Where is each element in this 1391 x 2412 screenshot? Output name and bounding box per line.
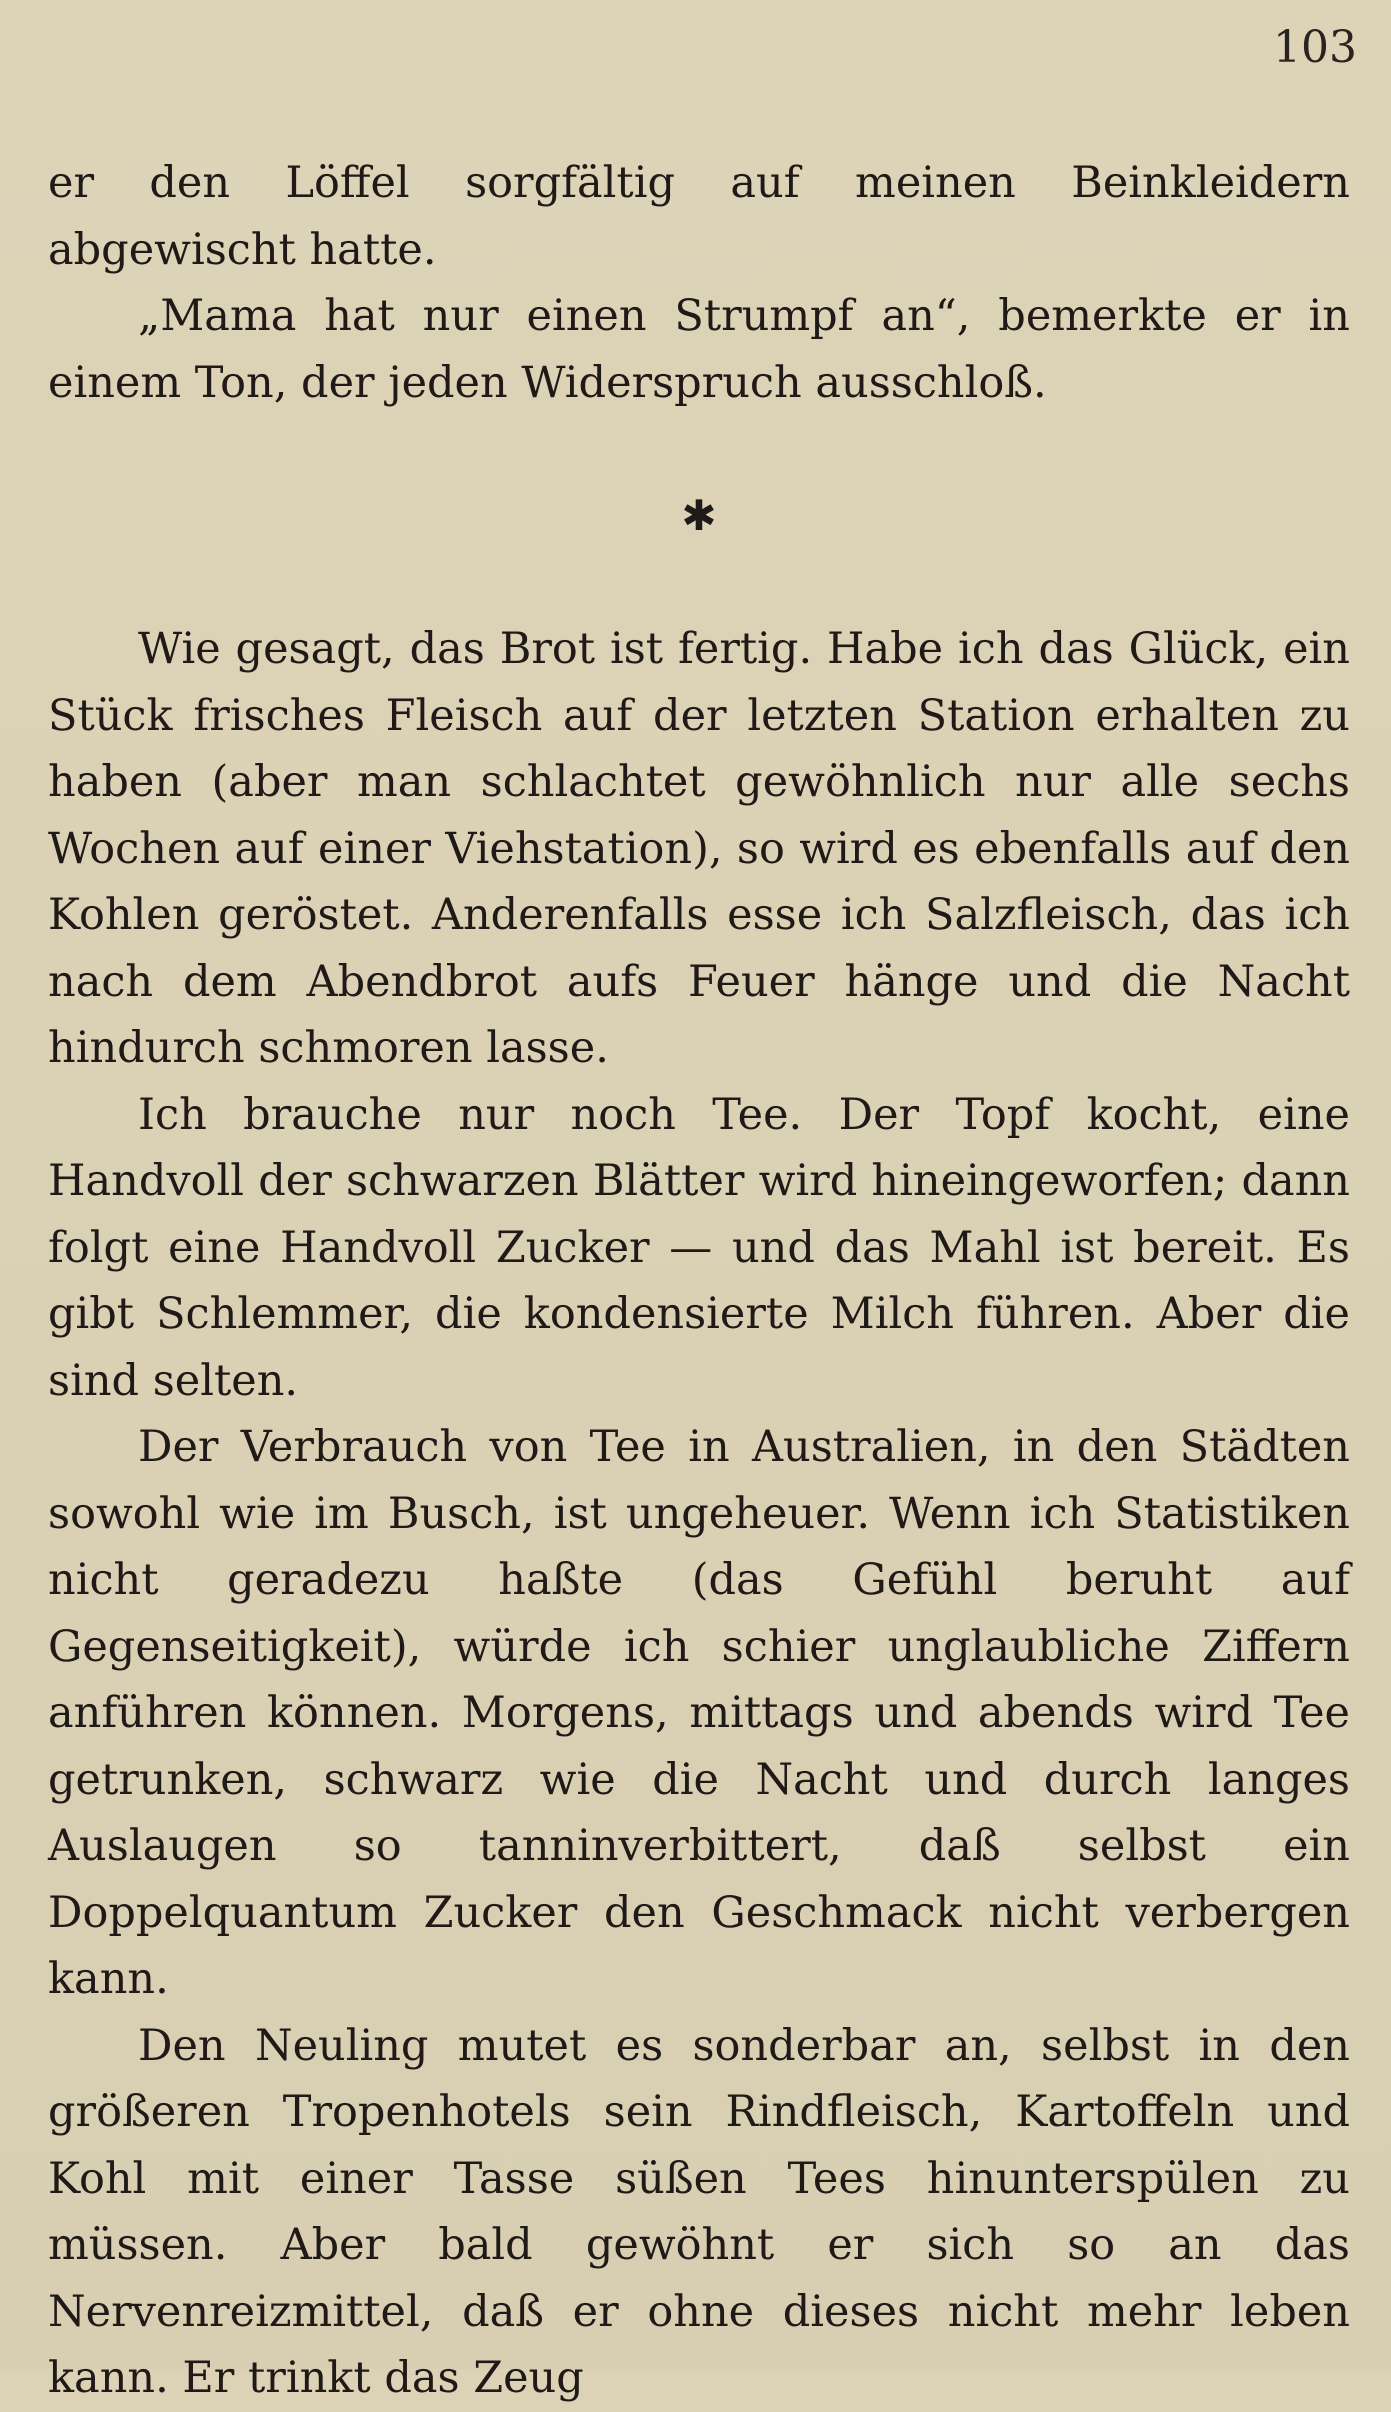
paragraph: Wie gesagt, das Brot ist fertig. Habe ich das Glück, ein Stück frisches Fleisch auf der letzten Station erhalten zu haben (aber man schlachtet gewöhnlich nur alle sechs Wochen auf einer Viehstation), so wird es ebenfalls auf den Kohlen geröstet. Anderenfalls esse ich Salzfleisch, das ich nach dem Abendbrot aufs Feuer hänge und die Nacht hindurch schmoren lasse. bbox=[48, 624, 1350, 1073]
paragraph: Ich brauche nur noch Tee. Der Topf kocht, eine Handvoll der schwarzen Blätter wird hineingeworfen; dann folgt eine Handvoll Zucker — und das Mahl ist bereit. Es gibt Schlemmer, die kondensierte Milch führen. Aber die sind selten. bbox=[48, 1089, 1350, 1406]
section-separator-asterisk: ✱ bbox=[681, 491, 717, 540]
paragraph: Den Neuling mutet es sonderbar an, selbst in den größeren Tropenhotels sein Rindfleisch, Kartoffeln und Kohl mit einer Tasse süßen Tees hinunterspülen zu müssen. Aber bald gewöhnt er sich so an das Nervenreizmittel, daß er ohne dieses nicht mehr leben kann. Er trinkt das Zeug bbox=[48, 2020, 1350, 2403]
paragraph-continuation: er den Löffel sorgfältig auf meinen Beinkleidern abgewischt hatte. bbox=[48, 158, 1350, 275]
paragraph-dialogue: „Mama hat nur einen Strumpf an“, bemerkte er in einem Ton, der jeden Widerspruch ausschloß. bbox=[48, 291, 1350, 408]
paragraph: Der Verbrauch von Tee in Australien, in den Städten sowohl wie im Busch, ist ungeheuer. Wenn ich Statistiken nicht geradezu haßte (das Gefühl beruht auf Gegenseitigkeit), würde ich schier unglaubliche Ziffern anführen können. Morgens, mittags und abends wird Tee getrunken, schwarz wie die Nacht und durch langes Auslaugen so tanninverbittert, daß selbst ein Doppelquantum Zucker den Geschmack nicht verbergen kann. bbox=[48, 1422, 1350, 2004]
page-number: 103 bbox=[1273, 22, 1357, 73]
body-text bbox=[48, 150, 1350, 2412]
